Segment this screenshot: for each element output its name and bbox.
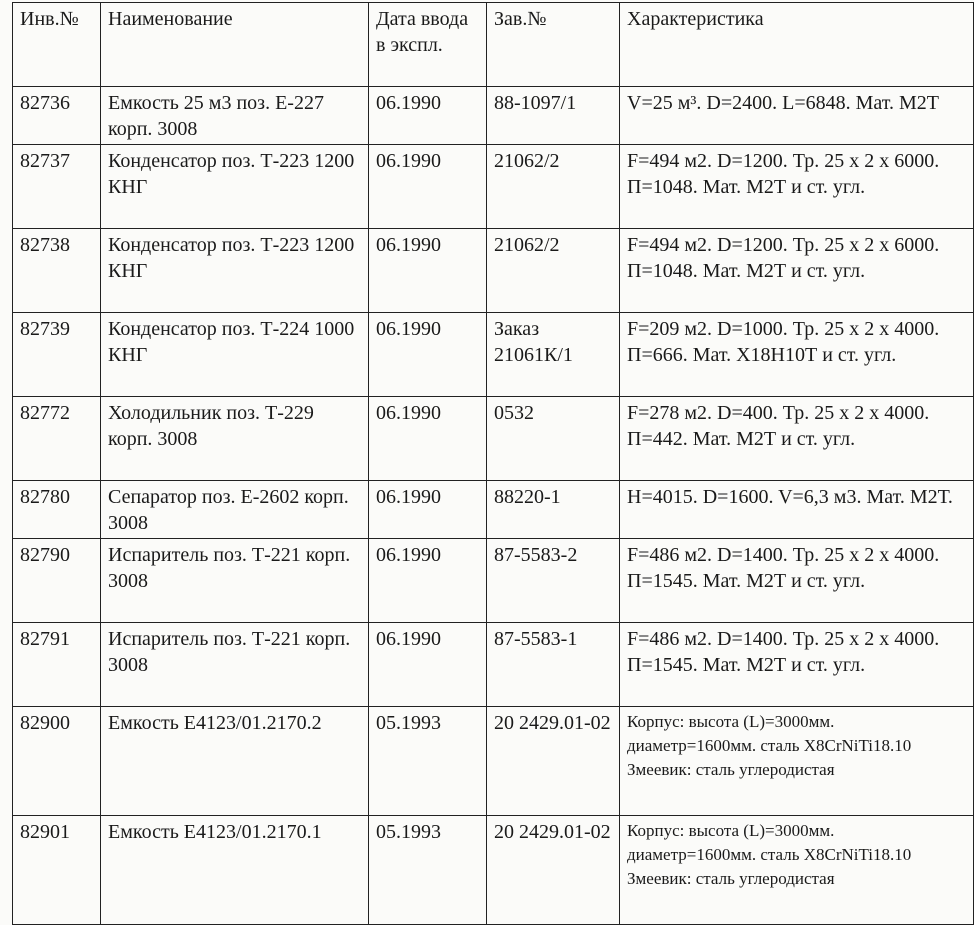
date-cell: 06.1990 — [369, 481, 487, 539]
inv-no-cell: 82736 — [13, 87, 101, 145]
spec-cell: F=486 м2. D=1400. Тр. 25 х 2 х 4000. П=1545. Мат. М2Т и ст. угл. — [620, 623, 974, 707]
name-cell: Конденсатор поз. Т-224 1000 КНГ — [101, 313, 369, 397]
date-cell: 05.1993 — [369, 816, 487, 925]
date-cell: 05.1993 — [369, 707, 487, 816]
spec-cell: Корпус: высота (L)=3000мм. диаметр=1600мм. сталь X8CrNiTi18.10 Змеевик: сталь углеродистая — [620, 707, 974, 816]
header-name: Наименование — [101, 3, 369, 87]
table-header-row — [13, 3, 974, 87]
serial-cell: 20 2429.01-02 — [487, 816, 620, 925]
name-cell: Емкость Е4123/01.2170.2 — [101, 707, 369, 816]
header-spec: Характеристика — [620, 3, 974, 87]
serial-cell: 21062/2 — [487, 145, 620, 229]
header-serial: Зав.№ — [487, 3, 620, 87]
name-cell: Емкость 25 м3 поз. Е-227 корп. 3008 — [101, 87, 369, 145]
date-cell: 06.1990 — [369, 623, 487, 707]
table-row — [13, 816, 974, 925]
name-cell: Испаритель поз. Т-221 корп. 3008 — [101, 623, 369, 707]
table-row — [13, 229, 974, 313]
inv-no-cell: 82737 — [13, 145, 101, 229]
spec-cell: Н=4015. D=1600. V=6,3 м3. Мат. М2Т. — [620, 481, 974, 539]
serial-cell: 88220-1 — [487, 481, 620, 539]
table-row — [13, 87, 974, 145]
inv-no-cell: 82791 — [13, 623, 101, 707]
name-cell: Испаритель поз. Т-221 корп. 3008 — [101, 539, 369, 623]
spec-cell: Корпус: высота (L)=3000мм. диаметр=1600мм. сталь X8CrNiTi18.10 Змеевик: сталь углеродистая — [620, 816, 974, 925]
inv-no-cell: 82738 — [13, 229, 101, 313]
name-cell: Холодильник поз. Т-229 корп. 3008 — [101, 397, 369, 481]
inv-no-cell: 82739 — [13, 313, 101, 397]
name-cell: Емкость Е4123/01.2170.1 — [101, 816, 369, 925]
table-row — [13, 397, 974, 481]
date-cell: 06.1990 — [369, 539, 487, 623]
serial-cell: 21062/2 — [487, 229, 620, 313]
serial-cell: 20 2429.01-02 — [487, 707, 620, 816]
date-cell: 06.1990 — [369, 229, 487, 313]
table-row — [13, 481, 974, 539]
table-row — [13, 539, 974, 623]
spec-cell: F=494 м2. D=1200. Тр. 25 х 2 х 6000. П=1048. Мат. М2Т и ст. угл. — [620, 145, 974, 229]
table-row — [13, 707, 974, 816]
inv-no-cell: 82780 — [13, 481, 101, 539]
spec-cell: F=486 м2. D=1400. Тр. 25 х 2 х 4000. П=1545. Мат. М2Т и ст. угл. — [620, 539, 974, 623]
spec-cell: F=494 м2. D=1200. Тр. 25 х 2 х 6000. П=1048. Мат. М2Т и ст. угл. — [620, 229, 974, 313]
header-date: Дата ввода в экспл. — [369, 3, 487, 87]
table-row — [13, 313, 974, 397]
table-row — [13, 145, 974, 229]
table-row — [13, 623, 974, 707]
spec-cell: F=278 м2. D=400. Тр. 25 х 2 х 4000. П=442. Мат. М2Т и ст. угл. — [620, 397, 974, 481]
name-cell: Конденсатор поз. Т-223 1200 КНГ — [101, 229, 369, 313]
date-cell: 06.1990 — [369, 87, 487, 145]
name-cell: Конденсатор поз. Т-223 1200 КНГ — [101, 145, 369, 229]
spec-cell: F=209 м2. D=1000. Тр. 25 х 2 х 4000. П=666. Мат. Х18Н10Т и ст. угл. — [620, 313, 974, 397]
inv-no-cell: 82901 — [13, 816, 101, 925]
serial-cell: 87-5583-2 — [487, 539, 620, 623]
inv-no-cell: 82772 — [13, 397, 101, 481]
serial-cell: 87-5583-1 — [487, 623, 620, 707]
serial-cell: 88-1097/1 — [487, 87, 620, 145]
inv-no-cell: 82900 — [13, 707, 101, 816]
header-inv-no: Инв.№ — [13, 3, 101, 87]
date-cell: 06.1990 — [369, 397, 487, 481]
inv-no-cell: 82790 — [13, 539, 101, 623]
name-cell: Сепаратор поз. Е-2602 корп. 3008 — [101, 481, 369, 539]
serial-cell: 0532 — [487, 397, 620, 481]
equipment-table — [12, 2, 974, 925]
serial-cell: Заказ 21061К/1 — [487, 313, 620, 397]
date-cell: 06.1990 — [369, 313, 487, 397]
date-cell: 06.1990 — [369, 145, 487, 229]
spec-cell: V=25 м³. D=2400. L=6848. Мат. М2Т — [620, 87, 974, 145]
